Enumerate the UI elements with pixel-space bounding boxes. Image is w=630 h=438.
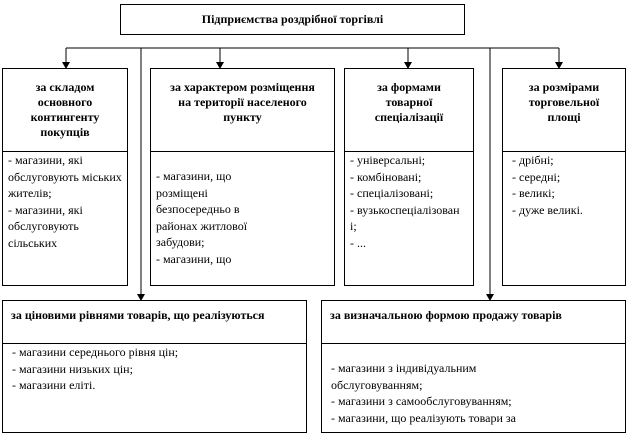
category-heading: за ціновими рівнями товарів, що реалізуються <box>11 308 265 322</box>
list-item: - магазини з самообслуговуванням; <box>331 394 512 408</box>
category-box-location <box>150 68 335 286</box>
list-item: - магазини еліті. <box>12 378 96 392</box>
category-heading: за складом основного контингенту покупців <box>30 80 100 139</box>
list-item: - магазини, що <box>156 251 232 266</box>
category-heading: за характером розміщення на території населеного пункту <box>170 80 315 124</box>
list-item: - магазини, які обслуговують сільських <box>8 202 83 250</box>
category-heading: за розмірами торговельної площі <box>528 80 600 124</box>
title-text: Підприємства роздрібної торгівлі <box>201 12 384 26</box>
list-item: - вузькоспеціалізовані; <box>350 202 460 233</box>
title-box <box>120 4 465 35</box>
list-item: - середні; <box>512 169 561 184</box>
category-box-specialization <box>344 68 474 286</box>
category-items <box>9 344 302 430</box>
category-heading: за визначальною формою продажу товарів <box>330 308 562 322</box>
list-item: - магазини, які обслуговують міських жителів; <box>8 153 122 200</box>
category-items <box>153 168 276 283</box>
list-item: - магазини, що розміщені безпосередньо в районах житлової забудови; <box>156 169 248 249</box>
list-item: - великі; <box>512 186 555 200</box>
category-items <box>5 152 125 283</box>
list-item: - магазини з індивідуальним обслуговуванням; <box>331 361 477 392</box>
list-item: - дрібні; <box>512 153 554 167</box>
list-item: - універсальні; <box>350 153 426 167</box>
list-item: - магазини низьких цін; <box>12 361 133 376</box>
category-items <box>347 152 461 283</box>
category-box-sales-form <box>321 300 626 433</box>
category-box-floor-area <box>502 68 626 286</box>
list-item: - дуже великі. <box>512 202 583 217</box>
list-item: - ... <box>350 235 366 250</box>
category-items <box>328 360 565 430</box>
list-item: - комбіновані; <box>350 169 422 184</box>
list-item: - спеціалізовані; <box>350 186 434 200</box>
list-item: - магазини, що реалізують товари за <box>331 410 516 425</box>
category-box-customer-base <box>2 68 128 286</box>
category-heading: за формами товарної спеціалізації <box>374 80 444 124</box>
category-items <box>509 152 621 283</box>
list-item: - магазини середнього рівня цін; <box>12 345 179 359</box>
category-box-price-level <box>2 300 307 433</box>
